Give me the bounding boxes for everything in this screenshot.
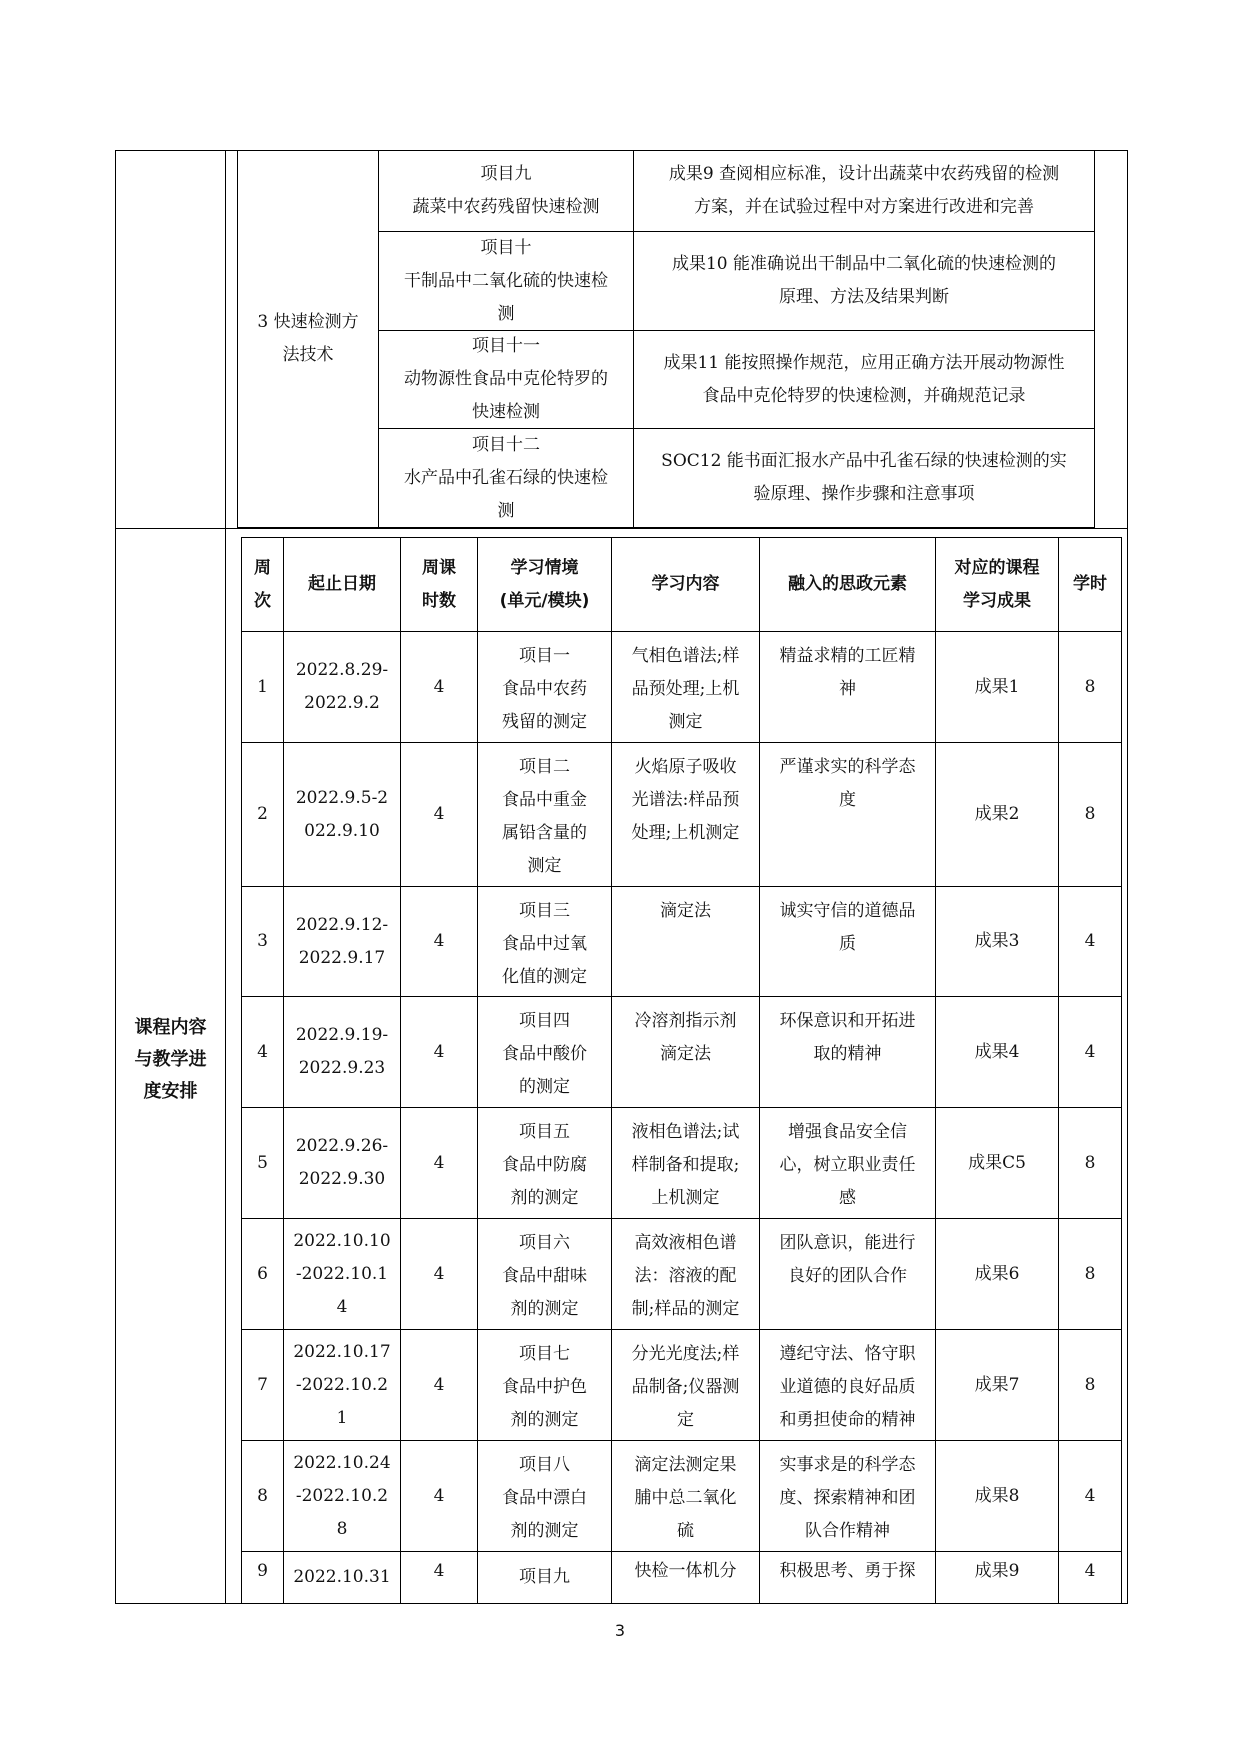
outer-section-divider: [115, 528, 1128, 529]
header-outcome: 对应的课程 学习成果: [954, 557, 1040, 611]
cell-scenario: 项目四 食品中酸价 的测定: [502, 1011, 587, 1097]
cell-scenario: 项目八 食品中漂白 剂的测定: [502, 1455, 587, 1541]
cell-week: 4: [257, 1041, 268, 1062]
cell-ideology: 团队意识，能进行 良好的团队合作: [779, 1233, 916, 1286]
cell-dates: 2022.10.17 -2022.10.2 1: [293, 1341, 391, 1428]
cell-ideology: 精益求精的工匠精 神: [779, 646, 916, 699]
cell-dates: 2022.10.24 -2022.10.2 8: [293, 1452, 391, 1539]
upper-outcome-cell: 成果10 能准确说出干制品中二氧化硫的快速检测的 原理、方法及结果判断: [671, 254, 1057, 307]
cell-outcome: 成果7: [974, 1374, 1020, 1395]
cell-hours: 4: [1084, 931, 1096, 951]
upper-project-cell: 项目九 蔬菜中农药残留快速检测: [412, 164, 600, 217]
cell-outcome: 成果4: [974, 1041, 1020, 1062]
cell-outcome: 成果6: [974, 1263, 1020, 1284]
cell-scenario: 项目二 食品中重金 属铅含量的 测定: [502, 757, 587, 876]
cell-outcome: 成果1: [974, 676, 1020, 697]
header-hours: 学时: [1073, 574, 1107, 594]
outer-right-border: [1127, 150, 1128, 1604]
cell-hours-per-week: 4: [433, 1374, 445, 1395]
cell-content: 高效液相色谱 法：溶液的配 制;样品的测定: [631, 1233, 740, 1319]
cell-hours: 8: [1084, 804, 1096, 824]
cell-dates: 2022.10.31: [293, 1567, 391, 1587]
cell-scenario: 项目三 食品中过氧 化值的测定: [502, 901, 587, 987]
cell-ideology: 严谨求实的科学态 度: [779, 757, 916, 810]
cell-content: 气相色谱法;样 品预处理;上机 测定: [631, 646, 740, 732]
cell-week: 2: [257, 804, 268, 824]
cell-dates: 2022.10.10 -2022.10.1 4: [293, 1230, 391, 1317]
cell-week: 9: [257, 1560, 268, 1581]
upper-table-bottom: [237, 527, 1095, 528]
cell-ideology: 实事求是的科学态 度、探索精神和团 队合作精神: [779, 1455, 916, 1541]
schedule-bottom: [241, 1603, 1122, 1604]
cell-hours: 4: [1084, 1041, 1096, 1062]
cell-scenario: 项目六 食品中甜味 剂的测定: [502, 1233, 587, 1319]
upper-table-right: [1094, 150, 1095, 528]
cell-hours-per-week: 4: [433, 1485, 445, 1506]
cell-dates: 2022.9.26- 2022.9.30: [295, 1136, 389, 1189]
cell-outcome: 成果9: [974, 1560, 1020, 1581]
cell-hours: 8: [1084, 1263, 1096, 1284]
cell-hours: 8: [1084, 1374, 1096, 1395]
cell-hours: 8: [1084, 676, 1096, 697]
upper-project-cell: 项目十一 动物源性食品中克伦特罗的 快速检测: [404, 336, 608, 422]
cell-hours-per-week: 4: [433, 804, 445, 824]
upper-project-cell: 项目十 干制品中二氧化硫的快速检 测: [404, 237, 608, 324]
upper-outcome-cell: 成果11 能按照操作规范，应用正确方法开展动物源性 食品中克伦特罗的快速检测，并确规范记录: [663, 352, 1065, 406]
header-scenario: 学习情境 (单元/模块): [499, 557, 590, 611]
section-label: 课程内容 与教学进 度安排: [134, 1017, 207, 1102]
outer-column-divider: [225, 150, 226, 1604]
cell-week: 7: [257, 1374, 268, 1395]
cell-week: 1: [257, 676, 268, 697]
cell-week: 8: [257, 1485, 268, 1506]
outer-left-border: [115, 150, 116, 1604]
cell-outcome: 成果8: [974, 1485, 1020, 1506]
cell-content: 冷溶剂指示剂 滴定法: [634, 1011, 737, 1064]
cell-content: 快检一体机分: [634, 1560, 737, 1581]
cell-scenario: 项目七 食品中护色 剂的测定: [502, 1344, 587, 1430]
header-week: 周 次: [254, 557, 271, 611]
cell-hours: 4: [1084, 1560, 1096, 1581]
cell-dates: 2022.9.5-2 022.9.10: [295, 787, 389, 841]
cell-ideology: 诚实守信的道德品 质: [779, 901, 916, 954]
cell-outcome: 成果2: [974, 804, 1020, 824]
header-hours-per-week: 周课 时数: [422, 557, 456, 611]
page-number: 3: [614, 1621, 626, 1640]
upper-category-cell: 3 快速检测方 法技术: [257, 312, 359, 365]
header-dates: 起止日期: [308, 574, 376, 594]
header-ideology: 融入的思政元素: [788, 574, 907, 594]
cell-week: 6: [257, 1263, 268, 1284]
upper-outcome-cell: SOC12 能书面汇报水产品中孔雀石绿的快速检测的实 验原理、操作步骤和注意事项: [661, 451, 1067, 504]
cell-hours-per-week: 4: [433, 1263, 445, 1284]
cell-outcome: 成果3: [974, 931, 1020, 951]
cell-outcome: 成果C5: [968, 1152, 1026, 1173]
cell-content: 液相色谱法;试 样制备和提取; 上机测定: [631, 1122, 740, 1208]
cell-ideology: 增强食品安全信 心，树立职业责任 感: [779, 1122, 916, 1208]
cell-content: 火焰原子吸收 光谱法:样品预 处理;上机测定: [631, 757, 740, 843]
cell-week: 3: [257, 931, 268, 951]
cell-ideology: 遵纪守法、恪守职 业道德的良好品质 和勇担使命的精神: [779, 1344, 916, 1430]
cell-hours-per-week: 4: [433, 931, 445, 951]
cell-hours-per-week: 4: [433, 1041, 445, 1062]
cell-hours-per-week: 4: [433, 676, 445, 697]
cell-hours-per-week: 4: [433, 1560, 445, 1581]
cell-hours: 4: [1084, 1485, 1096, 1506]
cell-dates: 2022.8.29- 2022.9.2: [295, 660, 389, 713]
cell-content: 分光光度法;样 品制备;仪器测 定: [631, 1344, 740, 1430]
cell-content: 滴定法测定果 脯中总二氧化 硫: [634, 1455, 737, 1541]
upper-project-cell: 项目十二 水产品中孔雀石绿的快速检 测: [404, 434, 608, 521]
cell-scenario: 项目九: [519, 1567, 570, 1587]
upper-outcome-cell: 成果9 查阅相应标准，设计出蔬菜中农药残留的检测 方案，并在试验过程中对方案进行改进和完善: [668, 164, 1060, 217]
cell-scenario: 项目五 食品中防腐 剂的测定: [502, 1122, 587, 1208]
cell-dates: 2022.9.19- 2022.9.23: [295, 1025, 389, 1078]
schedule-col-line: [1121, 537, 1122, 1604]
cell-ideology: 环保意识和开拓进 取的精神: [779, 1011, 916, 1064]
cell-dates: 2022.9.12- 2022.9.17: [295, 914, 389, 968]
cell-hours-per-week: 4: [433, 1152, 445, 1173]
cell-week: 5: [257, 1152, 268, 1173]
cell-content: 滴定法: [660, 901, 711, 921]
cell-ideology: 积极思考、勇于探: [779, 1560, 916, 1581]
header-content: 学习内容: [651, 574, 720, 594]
cell-scenario: 项目一 食品中农药 残留的测定: [502, 646, 587, 732]
cell-hours: 8: [1084, 1152, 1096, 1173]
